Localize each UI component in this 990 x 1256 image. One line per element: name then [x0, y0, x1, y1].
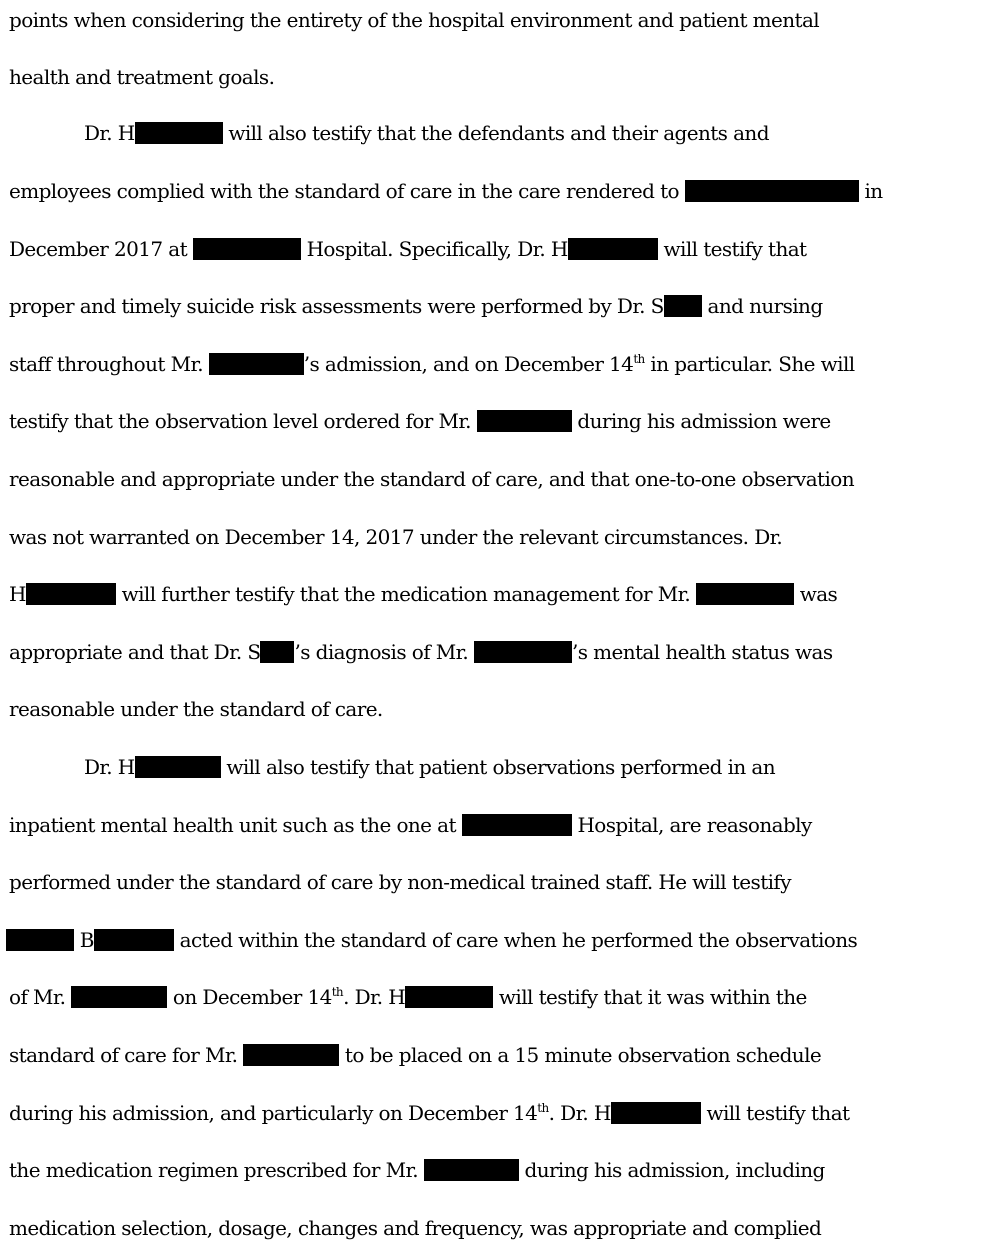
redaction-bar	[477, 410, 572, 432]
text-run: ’s admission, and on December 14	[303, 352, 634, 376]
text-run: was not warranted on December 14, 2017 under the relevant circumstances. Dr.	[9, 525, 783, 549]
redaction-bar	[405, 986, 493, 1008]
text-run: will also testify that the defendants and their agents and	[222, 121, 769, 145]
redaction-bar	[424, 1159, 519, 1181]
text-line	[9, 977, 807, 1017]
paragraph-first-line	[84, 747, 775, 787]
text-run: reasonable under the standard of care.	[9, 697, 383, 721]
ordinal-suffix: th	[331, 985, 344, 999]
text-line	[9, 1035, 821, 1075]
text-run: H	[9, 582, 26, 606]
text-run: in particular. She will	[644, 352, 855, 376]
text-run: to be placed on a 15 minute observation schedule	[339, 1043, 822, 1067]
text-run: staff throughout Mr.	[9, 352, 209, 376]
text-run: Hospital, are reasonably	[571, 813, 812, 837]
text-run: reasonable and appropriate under the standard of care, and that one-to-one observation	[9, 467, 855, 491]
text-run: during his admission, and particularly on December 14	[9, 1101, 538, 1125]
text-run: B	[74, 928, 94, 952]
text-line	[9, 459, 854, 499]
text-line	[9, 805, 812, 845]
text-run: appropriate and that Dr. S	[9, 640, 261, 664]
text-line	[9, 0, 819, 40]
redaction-bar	[568, 238, 658, 260]
paragraph-first-line	[84, 113, 769, 153]
text-run: acted within the standard of care when he performed the observations	[173, 928, 858, 952]
text-run: employees complied with the standard of care in the care rendered to	[9, 179, 685, 203]
text-line	[9, 229, 807, 269]
text-line	[9, 1208, 821, 1248]
text-line	[9, 574, 837, 614]
text-line	[9, 1093, 849, 1133]
text-run: proper and timely suicide risk assessments were performed by Dr. S	[9, 294, 664, 318]
redaction-bar	[135, 756, 221, 778]
text-run: Dr. H	[84, 755, 135, 779]
redaction-bar	[611, 1102, 701, 1124]
redaction-bar	[71, 986, 167, 1008]
text-line	[9, 286, 823, 326]
text-run: Hospital. Specifically, Dr. H	[300, 237, 568, 261]
text-run: performed under the standard of care by non-medical trained staff. He will testify	[9, 870, 791, 894]
redaction-bar	[26, 583, 116, 605]
redaction-bar	[94, 929, 174, 951]
text-run: during his admission were	[571, 409, 831, 433]
redaction-bar	[664, 295, 702, 317]
text-run: will testify that	[700, 1101, 850, 1125]
text-line	[9, 689, 383, 729]
text-run: the medication regimen prescribed for Mr.	[9, 1158, 424, 1182]
redaction-bar	[6, 929, 74, 951]
text-line	[9, 344, 855, 384]
redaction-bar	[135, 122, 223, 144]
text-run: testify that the observation level ordered for Mr.	[9, 409, 477, 433]
text-line	[9, 517, 782, 557]
text-run: . Dr. H	[343, 985, 406, 1009]
redaction-bar	[474, 641, 572, 663]
redaction-bar	[696, 583, 794, 605]
redaction-bar	[685, 180, 859, 202]
text-run: in	[858, 179, 883, 203]
text-run: Dr. H	[84, 121, 135, 145]
text-line	[9, 1150, 825, 1190]
redaction-bar	[462, 814, 572, 836]
text-run: during his admission, including	[518, 1158, 825, 1182]
text-run: standard of care for Mr.	[9, 1043, 244, 1067]
text-line	[6, 920, 857, 960]
ordinal-suffix: th	[633, 352, 645, 366]
text-line	[9, 632, 833, 672]
text-run: will testify that it was within the	[493, 985, 807, 1009]
text-run: was	[793, 582, 838, 606]
text-run: ’s diagnosis of Mr.	[294, 640, 474, 664]
text-run: will also testify that patient observations performed in an	[220, 755, 776, 779]
redaction-bar	[243, 1044, 339, 1066]
text-run: and nursing	[701, 294, 823, 318]
redaction-bar	[209, 353, 304, 375]
text-run: ’s mental health status was	[571, 640, 833, 664]
text-run: inpatient mental health unit such as the one at	[9, 813, 462, 837]
text-line	[9, 57, 274, 97]
text-run: points when considering the entirety of the hospital environment and patient mental	[9, 8, 820, 32]
text-line	[9, 401, 831, 441]
text-run: will further testify that the medication management for Mr.	[115, 582, 696, 606]
redaction-bar	[193, 238, 301, 260]
text-run: December 2017 at	[9, 237, 193, 261]
text-line	[9, 171, 883, 211]
ordinal-suffix: th	[537, 1101, 549, 1115]
text-run: of Mr.	[9, 985, 72, 1009]
text-run: health and treatment goals.	[9, 65, 275, 89]
redaction-bar	[260, 641, 294, 663]
text-run: on December 14	[167, 985, 332, 1009]
text-run: will testify that	[657, 237, 807, 261]
text-run: . Dr. H	[548, 1101, 611, 1125]
text-run: medication selection, dosage, changes and frequency, was appropriate and complied	[9, 1216, 822, 1240]
text-line	[9, 862, 791, 902]
